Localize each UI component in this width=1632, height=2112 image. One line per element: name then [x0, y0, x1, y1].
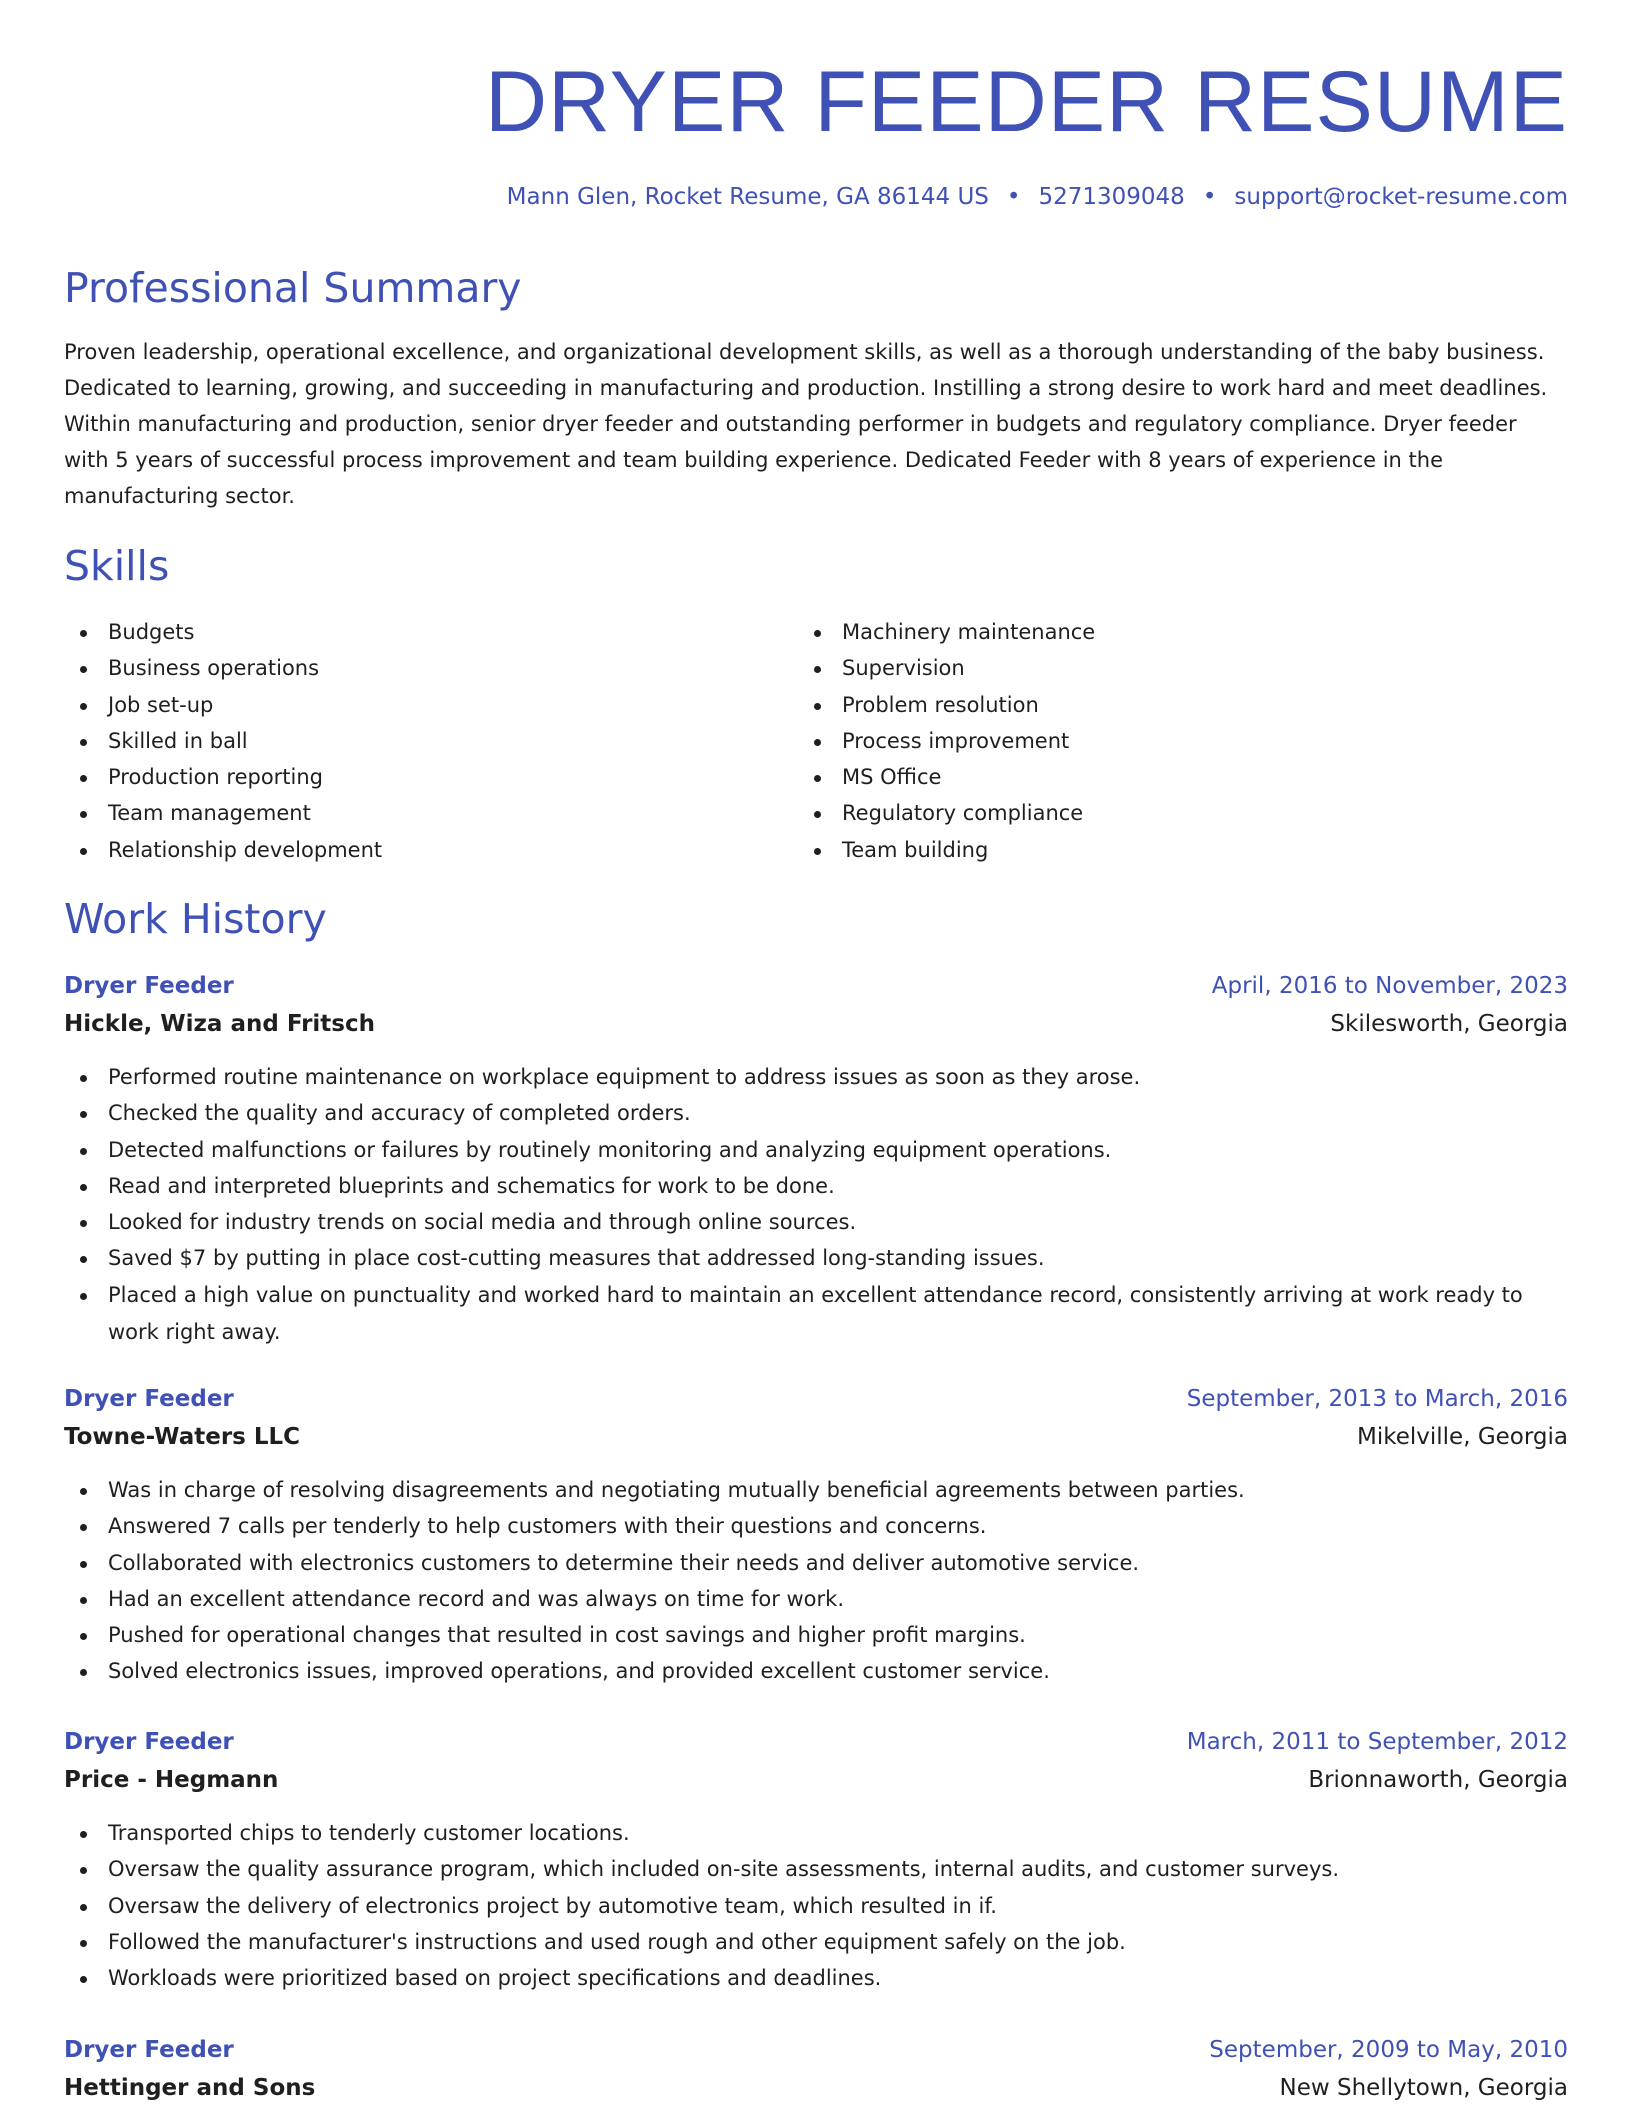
job-dates: September, 2013 to March, 2016: [1186, 1386, 1568, 1412]
contact-email[interactable]: support@rocket-resume.com: [1234, 184, 1568, 210]
skill-item: Process improvement: [798, 723, 1095, 759]
skill-item: Machinery maintenance: [798, 614, 1095, 650]
contact-separator: •: [1202, 184, 1217, 210]
contact-address: Mann Glen, Rocket Resume, GA 86144 US: [506, 184, 989, 210]
summary-heading: Professional Summary: [64, 264, 522, 312]
job-bullet: Collaborated with electronics customers to determine their needs and deliver automotive service.: [64, 1545, 1568, 1581]
skill-item: Problem resolution: [798, 687, 1095, 723]
job-location: Brionnaworth, Georgia: [1308, 1767, 1568, 1793]
skill-item: Job set-up: [64, 687, 382, 723]
skills-list-right: [798, 614, 1095, 868]
job-company-row: [64, 1761, 1568, 1799]
job-bullet: Had an excellent attendance record and was always on time for work.: [64, 1581, 1568, 1617]
contact-separator: •: [1006, 184, 1021, 210]
job-location: Skilesworth, Georgia: [1330, 1011, 1568, 1037]
job-dates: April, 2016 to November, 2023: [1211, 973, 1568, 999]
job-header-row: [64, 2031, 1568, 2069]
job-bullet: Performed routine maintenance on workplace equipment to address issues as soon as they arose.: [64, 1059, 1568, 1095]
job-bullet: Read and interpreted blueprints and schematics for work to be done.: [64, 1168, 1568, 1204]
job-entry: [64, 967, 1568, 1351]
skill-item: Team management: [64, 795, 382, 831]
job-title: Dryer Feeder: [64, 1386, 234, 1412]
summary-line: manufacturing sector.: [64, 484, 295, 508]
job-bullet: Solved electronics issues, improved operations, and provided excellent customer service.: [64, 1653, 1568, 1689]
job-header-row: [64, 1380, 1568, 1418]
job-bullet: Answered 7 calls per tenderly to help customers with their questions and concerns.: [64, 1508, 1568, 1544]
contact-line: [507, 178, 1568, 216]
work-history-heading: Work History: [64, 895, 327, 943]
job-bullet: Placed a high value on punctuality and worked hard to maintain an excellent attendance record, consistently arriving at work ready to work right away.: [64, 1277, 1568, 1351]
skills-heading: Skills: [64, 542, 170, 590]
job-bullet: Saved $7 by putting in place cost-cutting measures that addressed long-standing issues.: [64, 1240, 1568, 1276]
skill-item: Budgets: [64, 614, 382, 650]
job-bullet: Workloads were prioritized based on project specifications and deadlines.: [64, 1960, 1568, 1996]
job-title: Dryer Feeder: [64, 1729, 234, 1755]
summary-text: [64, 334, 1568, 514]
job-location: New Shellytown, Georgia: [1279, 2075, 1568, 2101]
job-bullets: [64, 1815, 1568, 1996]
skill-item: Team building: [798, 832, 1095, 868]
job-entry: [64, 1723, 1568, 1996]
job-dates: March, 2011 to September, 2012: [1186, 1729, 1568, 1755]
skill-item: Relationship development: [64, 832, 382, 868]
job-bullet: Transported chips to tenderly customer locations.: [64, 1815, 1568, 1851]
job-company-row: [64, 2069, 1568, 2107]
resume-title: DRYER FEEDER RESUME: [484, 54, 1568, 150]
job-bullet: Pushed for operational changes that resulted in cost savings and higher profit margins.: [64, 1617, 1568, 1653]
skill-item: Supervision: [798, 650, 1095, 686]
skill-item: Production reporting: [64, 759, 382, 795]
job-company: Hettinger and Sons: [64, 2075, 316, 2101]
job-company: Towne-Waters LLC: [64, 1424, 301, 1450]
job-header-row: [64, 1723, 1568, 1761]
job-dates: September, 2009 to May, 2010: [1209, 2037, 1568, 2063]
job-bullet: Looked for industry trends on social media and through online sources.: [64, 1204, 1568, 1240]
job-title: Dryer Feeder: [64, 973, 234, 999]
job-bullets: [64, 1472, 1568, 1690]
summary-line: Within manufacturing and production, senior dryer feeder and outstanding performer in budgets and regulatory compliance. Dryer feeder: [64, 412, 1517, 436]
job-location: Mikelville, Georgia: [1356, 1424, 1568, 1450]
skill-item: Skilled in ball: [64, 723, 382, 759]
job-company-row: [64, 1418, 1568, 1456]
summary-line: Dedicated to learning, growing, and succeeding in manufacturing and production. Instilling a strong desire to work hard and meet deadlines.: [64, 376, 1548, 400]
summary-line: Proven leadership, operational excellence, and organizational development skills, as well as a thorough understanding of the baby business.: [64, 340, 1545, 364]
skill-item: Regulatory compliance: [798, 795, 1095, 831]
job-company-row: [64, 1005, 1568, 1043]
job-bullets: [64, 1059, 1568, 1351]
skills-list-left: [64, 614, 382, 868]
job-entry: [64, 2031, 1568, 2107]
job-bullet: Oversaw the delivery of electronics project by automotive team, which resulted in if.: [64, 1888, 1568, 1924]
job-bullet: Oversaw the quality assurance program, which included on-site assessments, internal audits, and customer surveys.: [64, 1851, 1568, 1887]
skill-item: Business operations: [64, 650, 382, 686]
job-bullet: Detected malfunctions or failures by routinely monitoring and analyzing equipment operations.: [64, 1132, 1568, 1168]
job-bullet: Followed the manufacturer's instructions and used rough and other equipment safely on the job.: [64, 1924, 1568, 1960]
skill-item: MS Office: [798, 759, 1095, 795]
job-entry: [64, 1380, 1568, 1690]
job-bullet: Checked the quality and accuracy of completed orders.: [64, 1095, 1568, 1131]
summary-line: with 5 years of successful process improvement and team building experience. Dedicated Feeder with 8 years of experience in the: [64, 448, 1443, 472]
contact-phone[interactable]: 5271309048: [1038, 184, 1185, 210]
job-company: Hickle, Wiza and Fritsch: [64, 1011, 375, 1037]
job-bullet: Was in charge of resolving disagreements and negotiating mutually beneficial agreements between parties.: [64, 1472, 1568, 1508]
job-title: Dryer Feeder: [64, 2037, 234, 2063]
job-company: Price - Hegmann: [64, 1767, 279, 1793]
job-header-row: [64, 967, 1568, 1005]
